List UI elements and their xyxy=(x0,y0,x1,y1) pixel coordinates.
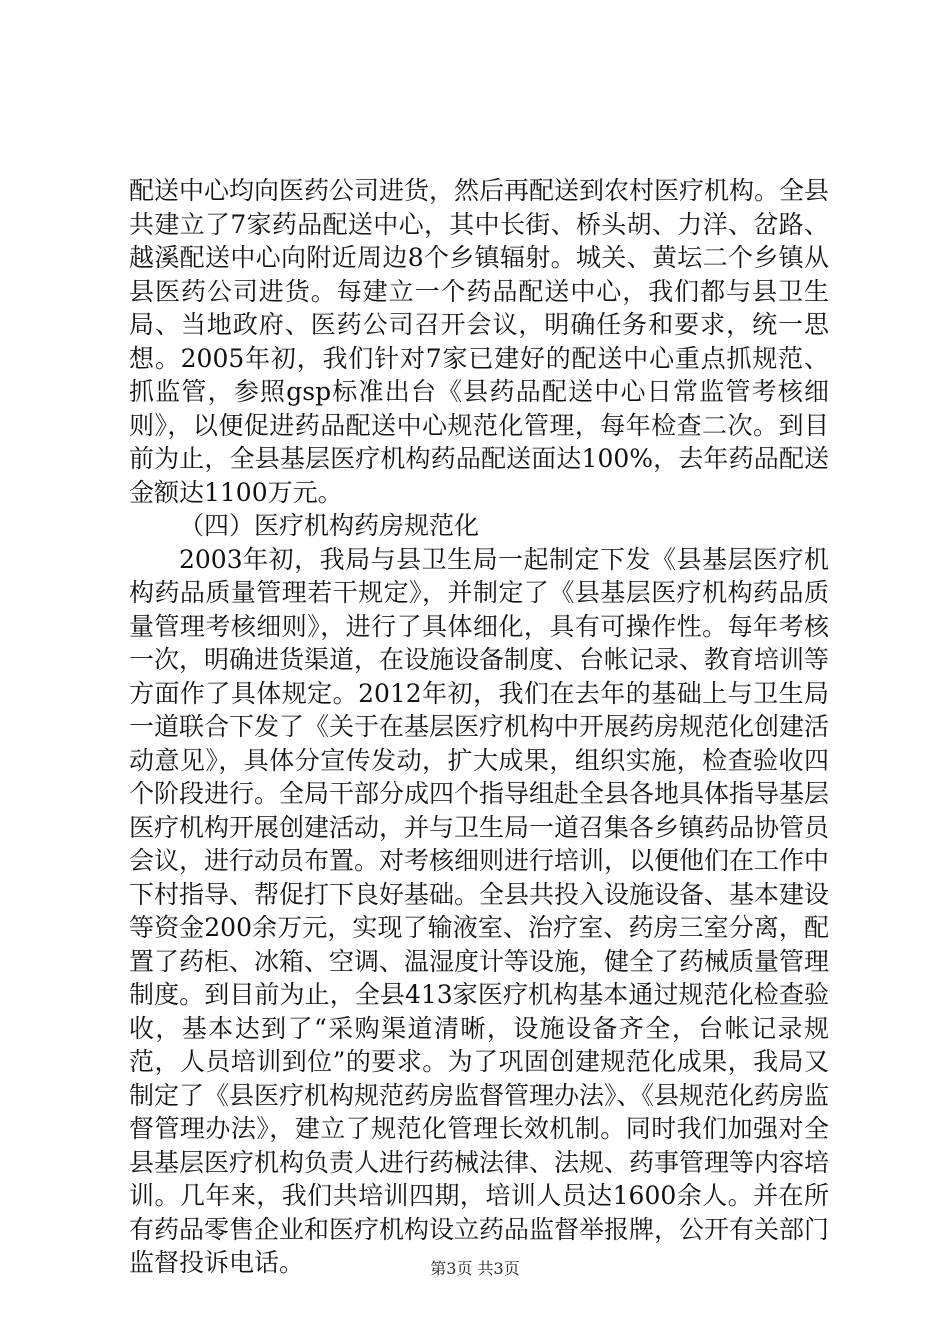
page-number-footer: 第3页 共3页 xyxy=(430,1259,520,1278)
paragraph-distribution-center: 配送中心均向医药公司进货，然后再配送到农村医疗机构。全县共建立了7家药品配送中心，其中长街、桥头胡、力洋、岔路、越溪配送中心向附近周边8个乡镇辐射。城关、黄坛二个乡镇从县医药公司进货。每建立一个药品配送中心，我们都与县卫生局、当地政府、医药公司召开会议，明确任务和要求，统一思想。2005年初，我们针对7家已建好的配送中心重点抓规范、抓监管，参照gsp标准出台《县药品配送中心日常监管考核细则》，以便促进药品配送中心规范化管理，每年检查二次。到目前为止，全县基层医疗机构药品配送面达100%，去年药品配送金额达1100万元。 xyxy=(129,176,830,507)
section-heading-pharmacy-standardization: （四）医疗机构药房规范化 xyxy=(179,511,480,540)
paragraph-pharmacy-standardization: 2003年初，我局与县卫生局一起制定下发《县基层医疗机构药品质量管理若干规定》，并制定了《县基层医疗机构药品质量管理考核细则》，进行了具体细化，具有可操作性。每年考核一次，明确进货渠道，在设施设备制度、台帐记录、教育培训等方面作了具体规定。2012年初，我们在去年的基础上与卫生局一道联合下发了《关于在基层医疗机构中开展药房规范化创建活动意见》，具体分宣传发动，扩大成果，组织实施，检查验收四个阶段进行。全局干部分成四个指导组赴全县各地具体指导基层医疗机构开展创建活动，并与卫生局一道召集各乡镇药品协管员会议，进行动员布置。对考核细则进行培训，以便他们在工作中下村指导、帮促打下良好基础。全县共投入设施设备、基本建设等资金200余万元，实现了输液室、治疗室、药房三室分离，配置了药柜、冰箱、空调、温湿度计等设施，健全了药械质量管理制度。到目前为止，全县413家医疗机构基本通过规范化检查验收，基本达到了“采购渠道清晰，设施设备齐全，台帐记录规范，人员培训到位”的要求。为了巩固创建规范化成果，我局又制定了《县医疗机构规范药房监督管理办法》、《县规范化药房监督管理办法》，建立了规范化管理长效机制。同时我们加强对全县基层医疗机构负责人进行药械法律、法规、药事管理等内容培训。几年来，我们共培训四期，培训人员达1600余人。并在所有药品零售企业和医疗机构设立药品监督举报牌，公开有关部门监督投诉电话。 xyxy=(129,544,830,1277)
document-body xyxy=(129,174,829,1280)
